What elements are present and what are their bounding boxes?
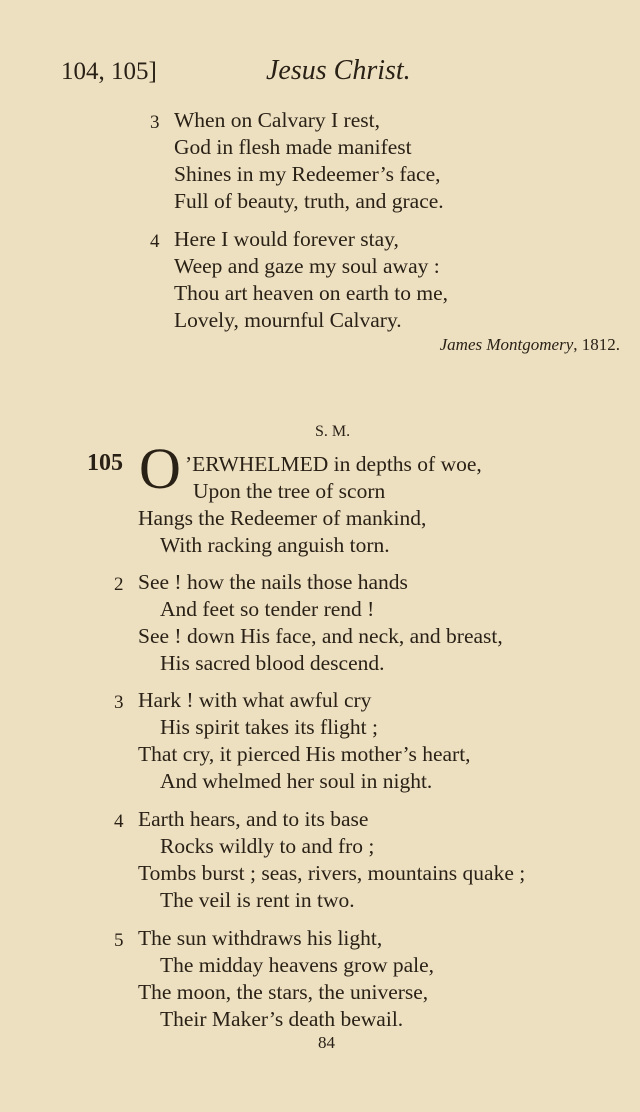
stanza-105-4 — [114, 806, 525, 914]
verse-line: Thou art heaven on earth to me, — [174, 281, 449, 305]
verse-line: Rocks wildly to and fro ; — [160, 834, 375, 858]
verse-line: Tombs burst ; seas, rivers, mountains quake ; — [138, 861, 526, 885]
verse-line: Their Maker’s death bewail. — [160, 1007, 404, 1031]
stanza-105-3 — [114, 687, 471, 795]
author-name: James Montgomery — [439, 335, 574, 354]
verse-line: Full of beauty, truth, and grace. — [174, 189, 444, 213]
stanza-number: 4 — [150, 231, 160, 252]
verse-line: The midday heavens grow pale, — [160, 953, 435, 977]
verse-line: The veil is rent in two. — [160, 888, 355, 912]
stanza-105-2 — [114, 569, 503, 677]
verse-line: The moon, the stars, the universe, — [138, 980, 429, 1004]
verse-line: Shines in my Redeemer’s face, — [174, 162, 441, 186]
verse-line: See ! how the nails those hands — [138, 570, 408, 594]
verse-line: With racking anguish torn. — [160, 533, 390, 557]
author-year: , 1812. — [573, 335, 620, 354]
stanza-number: 2 — [114, 574, 124, 595]
stanza-104-3 — [150, 107, 444, 215]
stanza-number: 4 — [114, 811, 124, 832]
stanza-number: 3 — [114, 692, 124, 713]
verse-line: Lovely, mournful Calvary. — [174, 308, 402, 332]
verse-line: The sun withdraws his light, — [138, 926, 383, 950]
attribution — [440, 335, 620, 355]
stanza-104-4 — [150, 226, 448, 334]
verse-line: Upon the tree of scorn — [193, 479, 386, 503]
verse-line: ’ERWHELMED in depths of woe, — [185, 452, 482, 476]
drop-cap: O — [139, 436, 181, 501]
verse-line: That cry, it pierced His mother’s heart, — [138, 742, 471, 766]
verse-line: Hark ! with what awful cry — [138, 688, 372, 712]
verse-line: God in flesh made manifest — [174, 135, 412, 159]
page-number: 84 — [318, 1033, 335, 1052]
meter: S. M. — [315, 423, 351, 440]
stanza-number: 3 — [150, 112, 160, 133]
hymn-number: 105 — [87, 450, 123, 476]
verse-line: And whelmed her soul in night. — [160, 769, 433, 793]
verse-line: His spirit takes its flight ; — [160, 715, 378, 739]
verse-line: And feet so tender rend ! — [160, 597, 375, 621]
section-title: Jesus Christ. — [266, 55, 411, 86]
verse-line: His sacred blood descend. — [160, 651, 385, 675]
verse-line: See ! down His face, and neck, and breast, — [138, 624, 503, 648]
stanza-number: 5 — [114, 930, 124, 951]
verse-line: Hangs the Redeemer of mankind, — [138, 506, 427, 530]
verse-line: Earth hears, and to its base — [138, 807, 369, 831]
stanza-105-5 — [114, 925, 434, 1033]
hymn-range: 104, 105] — [61, 58, 157, 85]
verse-line: Weep and gaze my soul away : — [174, 254, 440, 278]
verse-line: Here I would forever stay, — [174, 227, 399, 251]
verse-line: When on Calvary I rest, — [174, 108, 380, 132]
